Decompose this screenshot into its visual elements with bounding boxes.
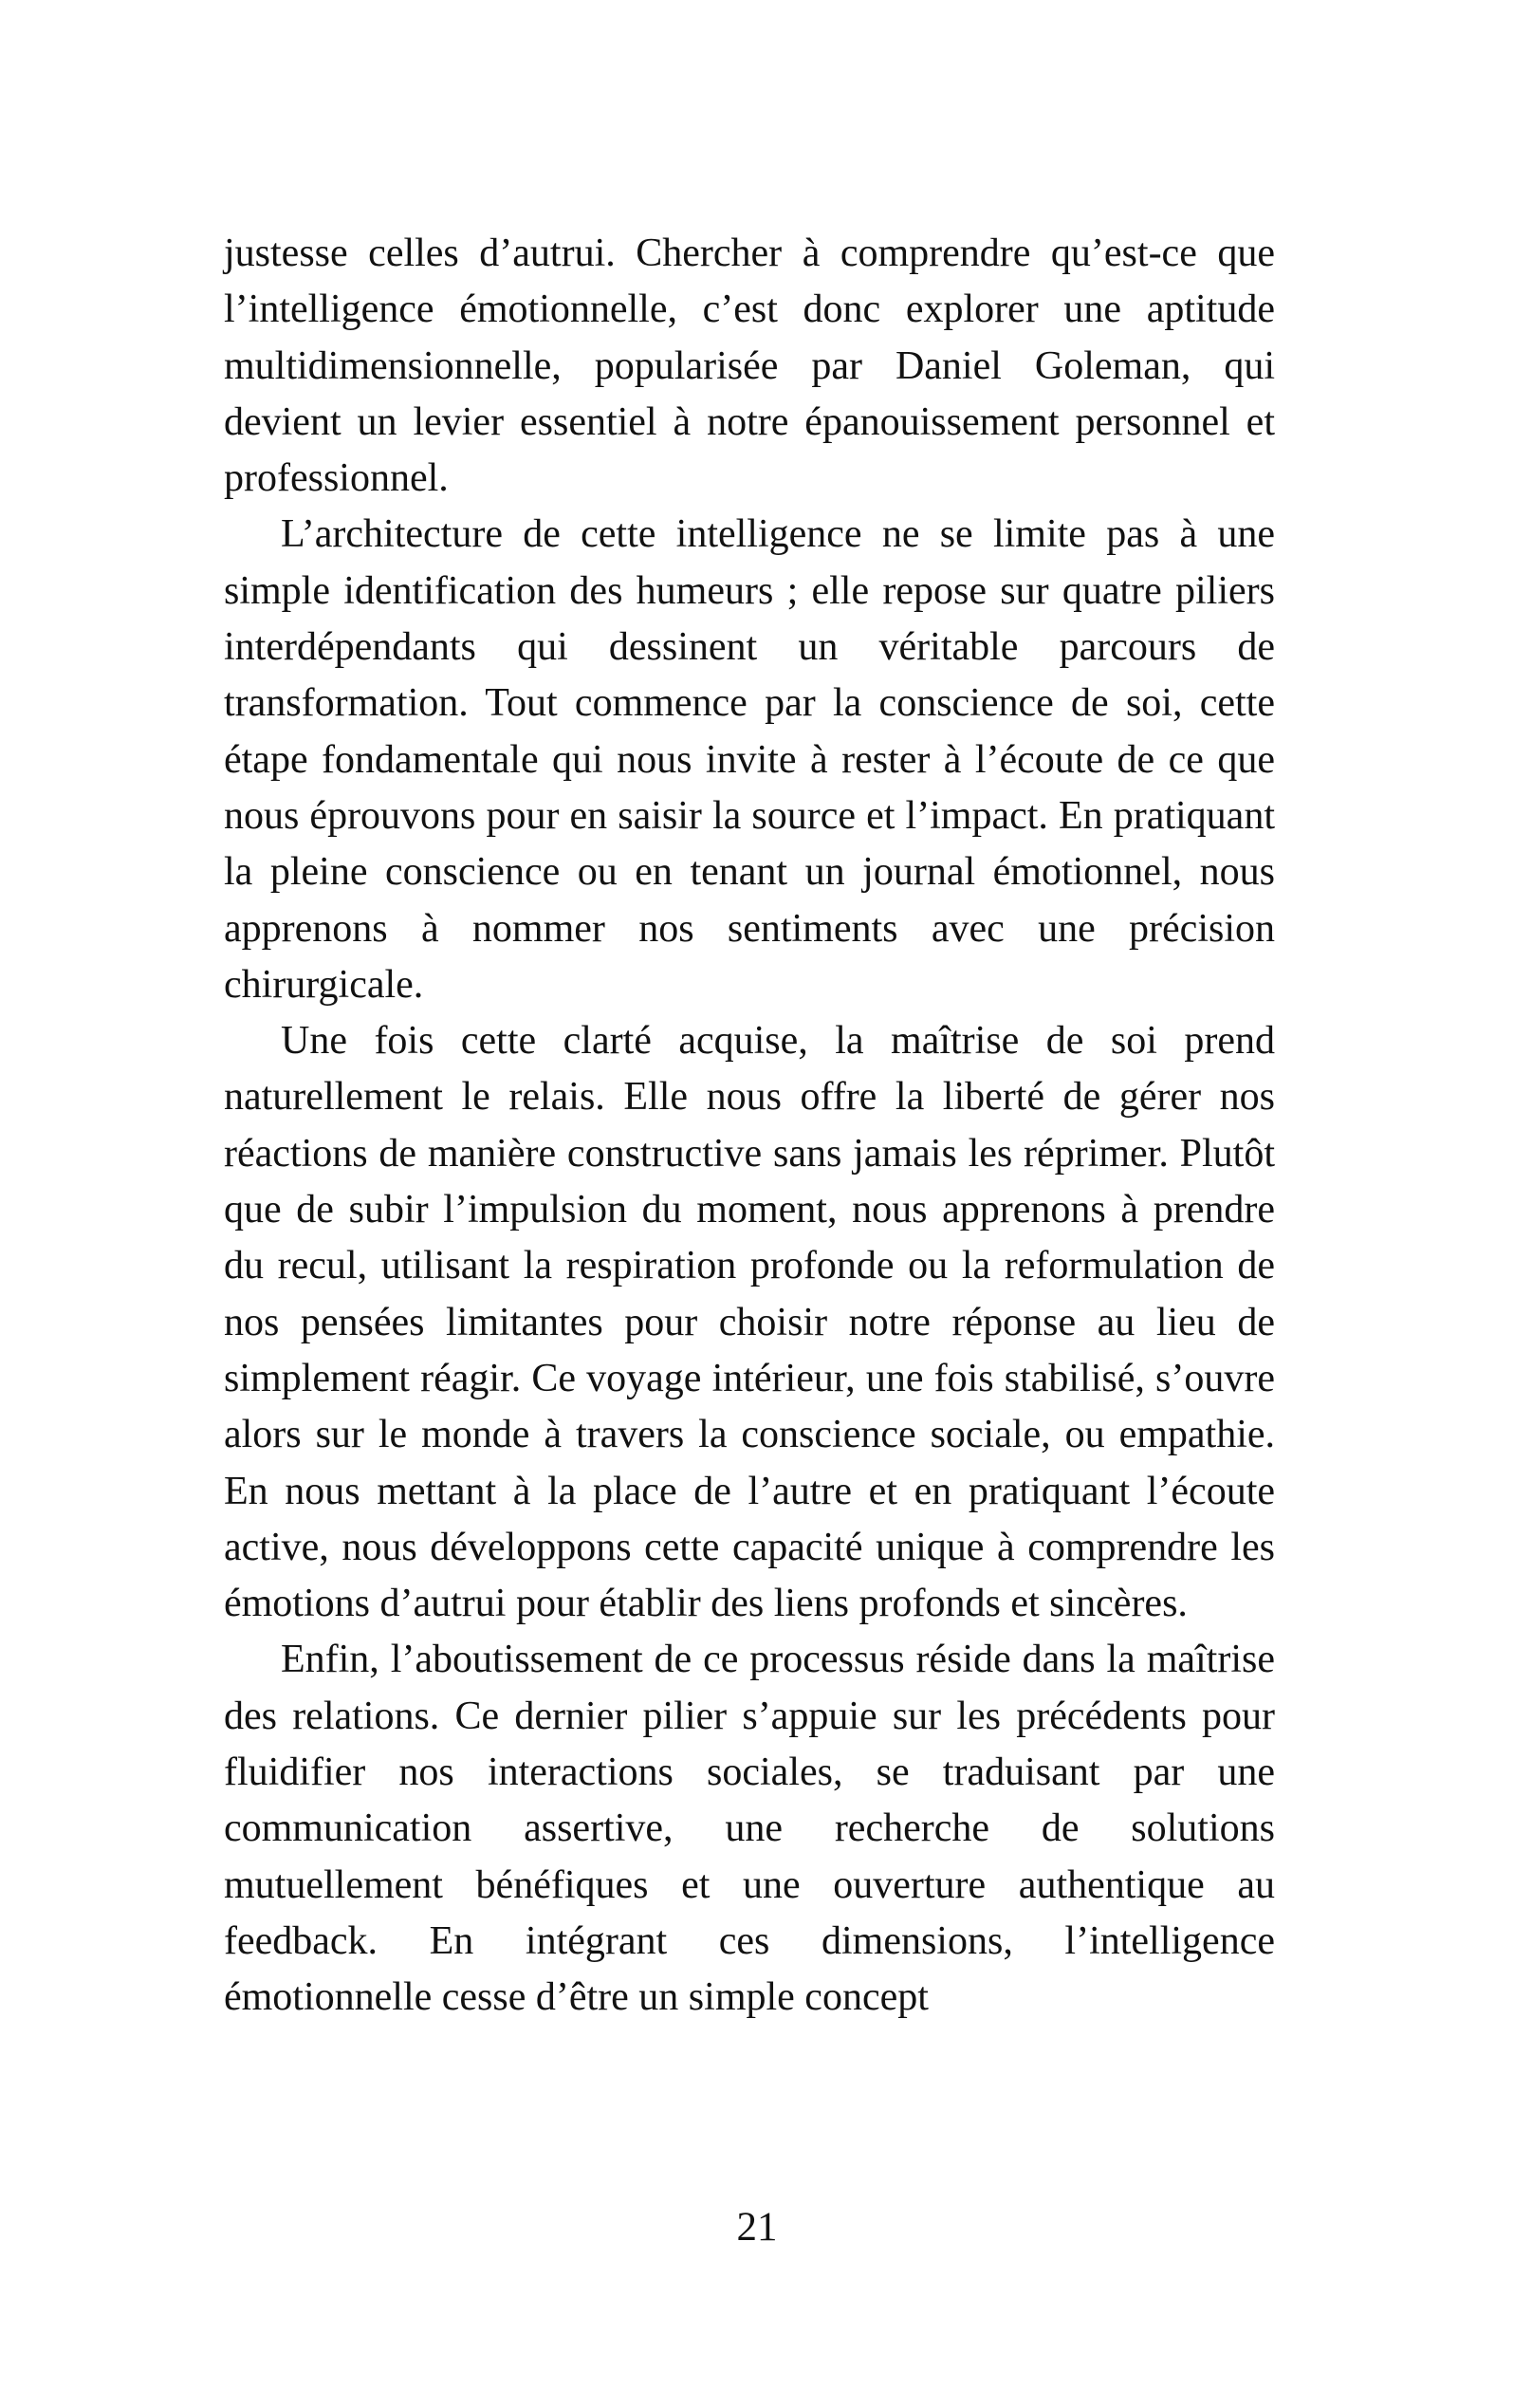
page-number: 21: [736, 2205, 778, 2250]
paragraph-3: Une fois cette clarté acquise, la maîtrise de soi prend naturellement le relais. Elle nous offre la liberté de gérer nos réactions de manière constructive sans jamais les réprimer. Plutôt que de subir l’impulsion du moment, nous apprenons à prendre du recul, utilisant la respiration profonde ou la reformulation de nos pensées limitantes pour choisir notre réponse au lieu de simplement réagir. Ce voyage intérieur, une fois stabilisé, s’ouvre alors sur le monde à travers la conscience sociale, ou empathie. En nous mettant à la place de l’autre et en pratiquant l’écoute active, nous développons cette capacité unique à comprendre les émotions d’autrui pour établir des liens profonds et sincères.: [224, 1019, 1275, 1626]
body-text: [224, 226, 1275, 2027]
paragraph-1: justesse celles d’autrui. Chercher à comprendre qu’est-ce que l’intelligence émotionnelle, c’est donc explorer une aptitude multidimensionnelle, popularisée par Daniel Goleman, qui devient un levier essentiel à notre épanouissement personnel et professionnel.: [224, 232, 1275, 501]
paragraph-4: Enfin, l’aboutissement de ce processus réside dans la maîtrise des relations. Ce dernier pilier s’appuie sur les précédents pour fluidifier nos interactions sociales, se traduisant par une communication assertive, une recherche de solutions mutuellement bénéfiques et une ouverture authentique au feedback. En intégrant ces dimensions, l’intelligence émotionnelle cesse d’être un simple concept: [224, 1638, 1275, 2020]
paragraph-2: L’architecture de cette intelligence ne se limite pas à une simple identification des humeurs ; elle repose sur quatre piliers interdépendants qui dessinent un véritable parcours de transformation. Tout commence par la conscience de soi, cette étape fondamentale qui nous invite à rester à l’écoute de ce que nous éprouvons pour en saisir la source et l’impact. En pratiquant la pleine conscience ou en tenant un journal émotionnel, nous apprenons à nommer nos sentiments avec une précision chirurgicale.: [224, 512, 1275, 1007]
